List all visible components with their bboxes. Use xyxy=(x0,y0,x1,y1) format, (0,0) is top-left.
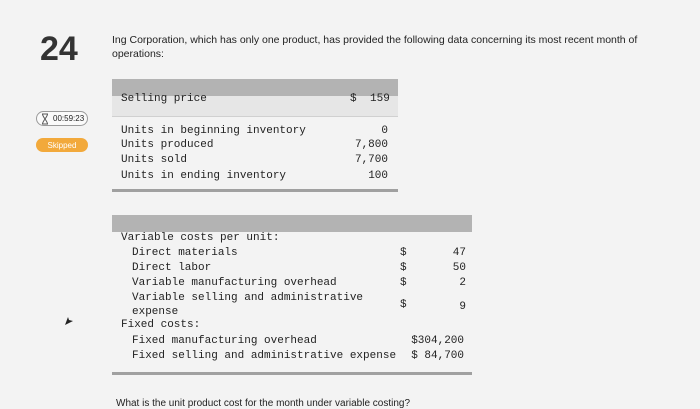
row-currency-direct-materials: $ xyxy=(400,247,407,259)
mouse-cursor-icon xyxy=(64,316,74,326)
table-header-band xyxy=(112,215,472,232)
row-label-variable-selling-line2: expense xyxy=(132,306,179,318)
row-label-ending-inventory: Units in ending inventory xyxy=(121,170,287,182)
row-label-variable-overhead: Variable manufacturing overhead xyxy=(132,277,337,289)
row-value-variable-selling: 9 xyxy=(459,301,466,313)
row-label-direct-labor: Direct labor xyxy=(132,262,212,274)
hourglass-icon xyxy=(39,113,51,125)
row-value-ending-inventory: 100 xyxy=(368,170,388,182)
row-value-units-sold: 7,700 xyxy=(354,154,388,166)
row-label-fixed-selling: Fixed selling and administrative expense xyxy=(132,350,397,362)
row-currency-variable-selling: $ xyxy=(400,299,407,311)
timer xyxy=(36,111,88,126)
row-label-fixed-manufacturing: Fixed manufacturing overhead xyxy=(132,335,317,347)
selling-price-value: 159 xyxy=(370,93,390,105)
row-label-units-produced: Units produced xyxy=(121,139,214,151)
timer-value: 00:59:23 xyxy=(53,114,85,123)
fixed-costs-header: Fixed costs: xyxy=(121,319,201,331)
row-value-direct-labor: 50 xyxy=(452,262,466,274)
row-label-beginning-inventory: Units in beginning inventory xyxy=(121,125,306,137)
row-label-units-sold: Units sold xyxy=(121,154,188,166)
inventory-table xyxy=(112,79,398,193)
row-value-fixed-selling: $ 84,700 xyxy=(411,350,464,362)
selling-price-currency: $ xyxy=(350,93,357,105)
question-number: 24 xyxy=(40,30,78,68)
table-bottom-rule xyxy=(112,189,398,192)
status-badge: Skipped xyxy=(36,138,88,152)
row-currency-direct-labor: $ xyxy=(400,262,407,274)
question-text: What is the unit product cost for the month under variable costing? xyxy=(116,398,411,409)
question-prompt: Ing Corporation, which has only one product, has provided the following data concerning its most recent month of operations: xyxy=(112,34,638,60)
selling-price-label: Selling price xyxy=(121,93,207,105)
row-value-variable-overhead: 2 xyxy=(459,277,466,289)
cost-table xyxy=(112,215,472,378)
variable-costs-header: Variable costs per unit: xyxy=(121,232,280,244)
row-value-fixed-manufacturing: $304,200 xyxy=(411,335,464,347)
table-bottom-rule xyxy=(112,372,472,375)
row-currency-variable-overhead: $ xyxy=(400,277,407,289)
row-label-direct-materials: Direct materials xyxy=(132,247,238,259)
row-value-units-produced: 7,800 xyxy=(354,139,388,151)
row-label-variable-selling-line1: Variable selling and administrative xyxy=(132,292,364,304)
row-value-beginning-inventory: 0 xyxy=(381,125,388,137)
row-value-direct-materials: 47 xyxy=(452,247,466,259)
